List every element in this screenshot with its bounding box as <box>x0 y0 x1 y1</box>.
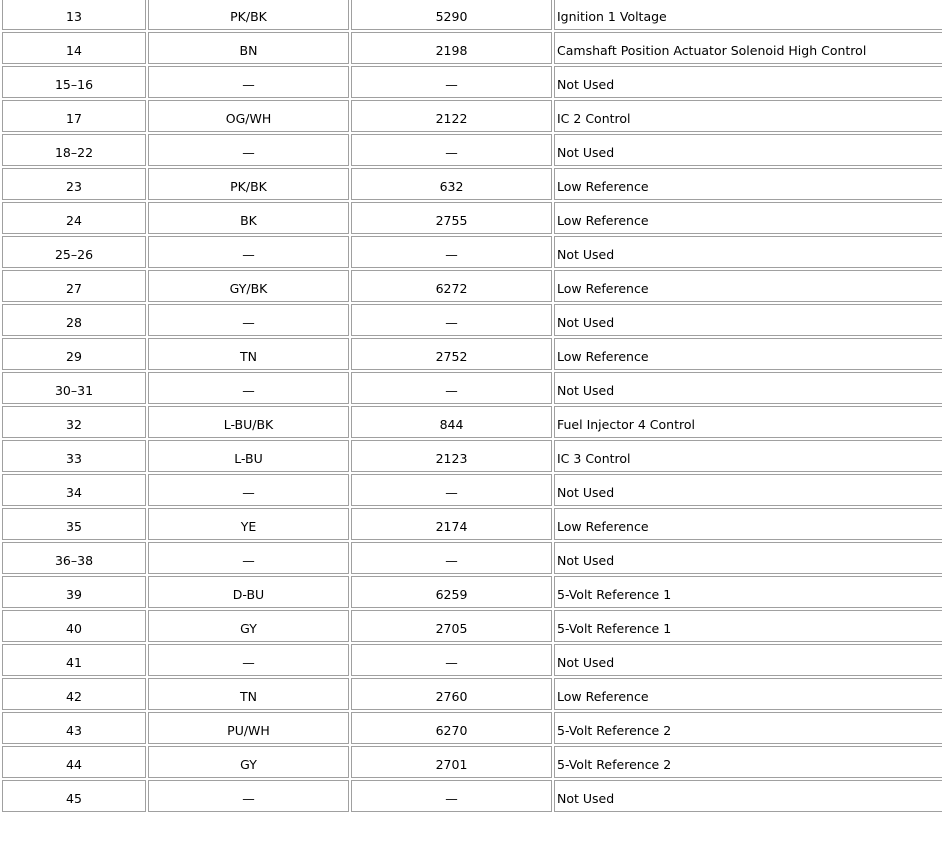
circuit-number-cell <box>351 32 552 64</box>
table-row <box>2 202 942 234</box>
function-cell-text: Not Used <box>557 791 615 806</box>
function-cell-text: Low Reference <box>557 349 649 364</box>
function-cell-text: Low Reference <box>557 519 649 534</box>
function-cell <box>554 0 942 30</box>
function-cell <box>554 780 942 812</box>
pin-cell-text: 33 <box>66 451 82 466</box>
function-cell-text: Low Reference <box>557 689 649 704</box>
wire-color-cell-text: TN <box>240 349 257 364</box>
pin-cell-text: 13 <box>66 9 82 24</box>
wire-color-cell <box>148 0 349 30</box>
wire-color-cell-text: D-BU <box>232 587 265 602</box>
circuit-number-cell-text: 2752 <box>435 349 468 364</box>
wire-color-cell <box>148 406 349 438</box>
table-row <box>2 372 942 404</box>
circuit-number-cell <box>351 100 552 132</box>
table-row <box>2 576 942 608</box>
function-cell <box>554 746 942 778</box>
circuit-number-cell <box>351 168 552 200</box>
circuit-number-cell <box>351 134 552 166</box>
table-row <box>2 644 942 676</box>
wire-color-cell-text: L-BU <box>234 451 263 466</box>
circuit-number-cell-text: — <box>445 77 458 92</box>
function-cell-text: Camshaft Position Actuator Solenoid High Control <box>557 43 867 58</box>
wire-color-cell <box>148 712 349 744</box>
wire-color-cell <box>148 746 349 778</box>
function-cell <box>554 100 942 132</box>
circuit-number-cell <box>351 712 552 744</box>
circuit-number-cell-text: 632 <box>439 179 464 194</box>
pin-cell-text: 32 <box>66 417 82 432</box>
circuit-number-cell-text: — <box>445 247 458 262</box>
table-row <box>2 0 942 30</box>
wire-color-cell-text: — <box>242 77 255 92</box>
function-cell <box>554 304 942 336</box>
circuit-number-cell-text: 2701 <box>435 757 468 772</box>
wire-color-cell <box>148 100 349 132</box>
circuit-number-cell <box>351 0 552 30</box>
function-cell <box>554 66 942 98</box>
circuit-number-cell <box>351 338 552 370</box>
wire-color-cell <box>148 202 349 234</box>
function-cell-text: Not Used <box>557 553 615 568</box>
wire-color-cell <box>148 508 349 540</box>
circuit-number-cell <box>351 236 552 268</box>
function-cell <box>554 474 942 506</box>
function-cell <box>554 712 942 744</box>
table-row <box>2 338 942 370</box>
function-cell <box>554 270 942 302</box>
function-cell <box>554 644 942 676</box>
pin-cell <box>2 644 146 676</box>
function-cell <box>554 338 942 370</box>
pin-cell-text: 44 <box>66 757 82 772</box>
function-cell <box>554 576 942 608</box>
pin-cell <box>2 202 146 234</box>
pin-cell <box>2 780 146 812</box>
pin-cell-text: 27 <box>66 281 82 296</box>
circuit-number-cell-text: 2198 <box>435 43 468 58</box>
function-cell-text: Not Used <box>557 77 615 92</box>
table-row <box>2 168 942 200</box>
circuit-number-cell <box>351 304 552 336</box>
function-cell <box>554 610 942 642</box>
pin-cell <box>2 32 146 64</box>
pin-cell-text: 18–22 <box>54 145 94 160</box>
wire-color-cell <box>148 610 349 642</box>
wire-color-cell-text: — <box>242 791 255 806</box>
circuit-number-cell-text: — <box>445 655 458 670</box>
pin-cell-text: 39 <box>66 587 82 602</box>
circuit-number-cell-text: 2760 <box>435 689 468 704</box>
table-row <box>2 678 942 710</box>
pin-cell <box>2 576 146 608</box>
wire-color-cell-text: L-BU/BK <box>223 417 274 432</box>
wire-color-cell-text: PK/BK <box>230 9 267 24</box>
function-cell-text: 5-Volt Reference 1 <box>557 587 672 602</box>
pin-cell-text: 23 <box>66 179 82 194</box>
function-cell <box>554 508 942 540</box>
function-cell <box>554 168 942 200</box>
pin-cell-text: 36–38 <box>54 553 94 568</box>
table-row <box>2 270 942 302</box>
pin-cell-text: 29 <box>66 349 82 364</box>
circuit-number-cell-text: — <box>445 791 458 806</box>
circuit-number-cell-text: 2123 <box>435 451 468 466</box>
wire-color-cell-text: — <box>242 655 255 670</box>
table-row <box>2 712 942 744</box>
function-cell <box>554 202 942 234</box>
function-cell-text: 5-Volt Reference 2 <box>557 757 672 772</box>
table-row <box>2 304 942 336</box>
circuit-number-cell <box>351 576 552 608</box>
wire-color-cell <box>148 270 349 302</box>
pin-cell <box>2 236 146 268</box>
pin-cell <box>2 542 146 574</box>
pin-cell-text: 28 <box>66 315 82 330</box>
function-cell-text: 5-Volt Reference 2 <box>557 723 672 738</box>
pin-cell <box>2 66 146 98</box>
pin-cell-text: 42 <box>66 689 82 704</box>
pin-cell <box>2 270 146 302</box>
wire-color-cell <box>148 338 349 370</box>
function-cell <box>554 372 942 404</box>
wire-color-cell-text: — <box>242 145 255 160</box>
pin-cell <box>2 610 146 642</box>
pin-cell <box>2 746 146 778</box>
table-row <box>2 32 942 64</box>
function-cell <box>554 32 942 64</box>
pin-cell-text: 45 <box>66 791 82 806</box>
table-row <box>2 474 942 506</box>
table-body <box>2 0 942 812</box>
function-cell-text: Not Used <box>557 485 615 500</box>
table-row <box>2 66 942 98</box>
table-row <box>2 100 942 132</box>
circuit-number-cell-text: — <box>445 553 458 568</box>
wire-color-cell <box>148 66 349 98</box>
circuit-number-cell <box>351 474 552 506</box>
function-cell-text: Not Used <box>557 315 615 330</box>
pin-cell <box>2 406 146 438</box>
circuit-number-cell <box>351 270 552 302</box>
pin-cell-text: 14 <box>66 43 82 58</box>
pin-cell-text: 17 <box>66 111 82 126</box>
wire-color-cell-text: GY <box>240 757 257 772</box>
function-cell <box>554 134 942 166</box>
wire-color-cell-text: — <box>242 553 255 568</box>
function-cell-text: 5-Volt Reference 1 <box>557 621 672 636</box>
function-cell-text: Ignition 1 Voltage <box>557 9 667 24</box>
circuit-number-cell-text: 844 <box>439 417 464 432</box>
wire-color-cell <box>148 168 349 200</box>
pin-cell-text: 35 <box>66 519 82 534</box>
function-cell-text: IC 2 Control <box>557 111 631 126</box>
pin-cell <box>2 0 146 30</box>
pin-cell <box>2 338 146 370</box>
table-row <box>2 440 942 472</box>
circuit-number-cell <box>351 678 552 710</box>
pin-cell-text: 24 <box>66 213 82 228</box>
table-row <box>2 746 942 778</box>
function-cell-text: Fuel Injector 4 Control <box>557 417 695 432</box>
wire-color-cell <box>148 542 349 574</box>
circuit-number-cell-text: 2755 <box>435 213 468 228</box>
table-row <box>2 236 942 268</box>
function-cell-text: Not Used <box>557 247 615 262</box>
pin-cell <box>2 712 146 744</box>
function-cell-text: Low Reference <box>557 281 649 296</box>
function-cell-text: Not Used <box>557 145 615 160</box>
table-row <box>2 780 942 812</box>
wire-color-cell-text: PU/WH <box>227 723 270 738</box>
table-row <box>2 134 942 166</box>
wire-color-cell <box>148 304 349 336</box>
circuit-number-cell <box>351 542 552 574</box>
wire-color-cell <box>148 576 349 608</box>
circuit-number-cell <box>351 610 552 642</box>
circuit-number-cell <box>351 780 552 812</box>
pin-cell <box>2 372 146 404</box>
pin-cell <box>2 508 146 540</box>
wire-color-cell-text: — <box>242 383 255 398</box>
wire-color-cell <box>148 440 349 472</box>
function-cell-text: Low Reference <box>557 213 649 228</box>
pin-cell <box>2 474 146 506</box>
wire-color-cell-text: GY <box>240 621 257 636</box>
circuit-number-cell <box>351 406 552 438</box>
table-row <box>2 406 942 438</box>
function-cell <box>554 440 942 472</box>
wire-color-cell-text: YE <box>240 519 257 534</box>
pin-cell <box>2 134 146 166</box>
wire-color-cell-text: GY/BK <box>229 281 268 296</box>
pin-cell-text: 30–31 <box>54 383 94 398</box>
circuit-number-cell <box>351 746 552 778</box>
table-row <box>2 508 942 540</box>
circuit-number-cell-text: 6259 <box>435 587 468 602</box>
wire-color-cell <box>148 678 349 710</box>
function-cell-text: Not Used <box>557 383 615 398</box>
function-cell <box>554 542 942 574</box>
circuit-number-cell <box>351 66 552 98</box>
pin-cell <box>2 440 146 472</box>
wire-color-cell <box>148 780 349 812</box>
wire-color-cell-text: OG/WH <box>225 111 272 126</box>
wire-color-cell-text: PK/BK <box>230 179 267 194</box>
pin-cell <box>2 678 146 710</box>
wire-color-cell-text: — <box>242 315 255 330</box>
wire-color-cell <box>148 474 349 506</box>
circuit-number-cell-text: — <box>445 485 458 500</box>
wire-color-cell <box>148 32 349 64</box>
circuit-number-cell-text: 6270 <box>435 723 468 738</box>
wire-color-cell <box>148 372 349 404</box>
wire-color-cell-text: BN <box>239 43 258 58</box>
circuit-number-cell-text: 2705 <box>435 621 468 636</box>
circuit-number-cell-text: 6272 <box>435 281 468 296</box>
pin-cell-text: 34 <box>66 485 82 500</box>
circuit-number-cell-text: — <box>445 383 458 398</box>
function-cell <box>554 406 942 438</box>
pin-cell <box>2 304 146 336</box>
table-row <box>2 610 942 642</box>
wire-color-cell <box>148 236 349 268</box>
wire-color-cell <box>148 644 349 676</box>
pin-cell-text: 40 <box>66 621 82 636</box>
wire-color-cell <box>148 134 349 166</box>
pin-cell-text: 25–26 <box>54 247 94 262</box>
circuit-number-cell-text: — <box>445 315 458 330</box>
function-cell-text: Low Reference <box>557 179 649 194</box>
circuit-number-cell <box>351 644 552 676</box>
circuit-number-cell-text: 2174 <box>435 519 468 534</box>
wire-color-cell-text: — <box>242 485 255 500</box>
pin-cell-text: 41 <box>66 655 82 670</box>
pin-cell <box>2 168 146 200</box>
circuit-number-cell-text: — <box>445 145 458 160</box>
table-row <box>2 542 942 574</box>
circuit-number-cell <box>351 202 552 234</box>
wire-color-cell-text: — <box>242 247 255 262</box>
pin-cell-text: 15–16 <box>54 77 94 92</box>
function-cell <box>554 236 942 268</box>
pin-cell-text: 43 <box>66 723 82 738</box>
wire-color-cell-text: BK <box>240 213 257 228</box>
function-cell <box>554 678 942 710</box>
circuit-number-cell <box>351 372 552 404</box>
circuit-number-cell-text: 2122 <box>435 111 468 126</box>
function-cell-text: IC 3 Control <box>557 451 631 466</box>
circuit-number-cell-text: 5290 <box>435 9 468 24</box>
circuit-number-cell <box>351 440 552 472</box>
function-cell-text: Not Used <box>557 655 615 670</box>
circuit-number-cell <box>351 508 552 540</box>
pin-cell <box>2 100 146 132</box>
wire-color-cell-text: TN <box>240 689 257 704</box>
